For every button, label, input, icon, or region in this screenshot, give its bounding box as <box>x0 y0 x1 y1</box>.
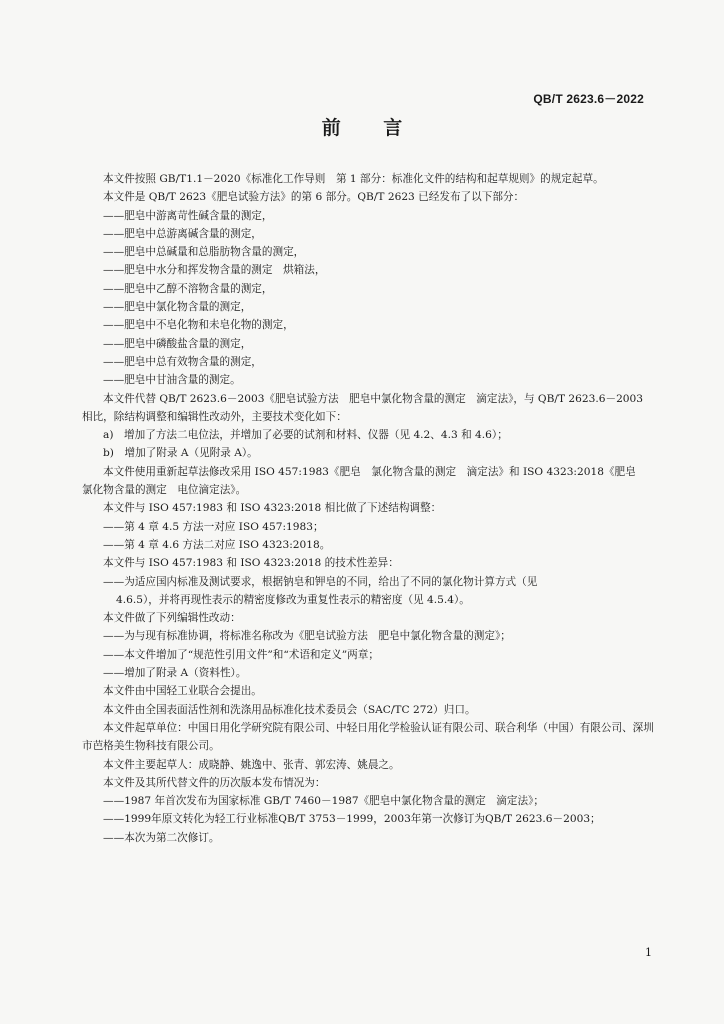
list-item: ——1987 年首次发布为国家标准 GB/T 7460－1987《肥皂中氯化物含量的测定 滴定法》； <box>103 795 544 808</box>
list-item: ——第 4 章 4.6 方法二对应 ISO 4323:2018。 <box>103 538 331 551</box>
list-item: ——增加了附录 A（资料性）。 <box>103 667 247 680</box>
paragraph-structure-intro: 本文件与 ISO 457:1983 和 ISO 4323:2018 相比做了下述结构调整： <box>103 502 442 515</box>
list-item: ——肥皂中磷酸盐含量的测定， <box>103 337 252 350</box>
paragraph-editorial-intro: 本文件做了下列编辑性改动： <box>103 612 241 625</box>
page-number: 1 <box>645 946 652 959</box>
list-item: ——肥皂中总有效物含量的测定， <box>103 355 262 368</box>
technical-difference-line-1: ——为适应国内标准及测试要求，根据钠皂和钾皂的不同，给出了不同的氯化物计算方式（见 <box>103 575 538 588</box>
paragraph-proposer: 本文件由中国轻工业联合会提出。 <box>103 685 262 698</box>
list-item: ——肥皂中游离苛性碱含量的测定， <box>103 209 273 222</box>
list-item: ——1999年原文转化为轻工行业标准QB/T 3753－1999，2003年第一次修订为QB/T 2623.6－2003； <box>103 813 601 826</box>
paragraph-drafters: 本文件主要起草人：成晓静、姚逸中、张青、郭宏涛、姚晨之。 <box>103 758 400 771</box>
list-item <box>82 573 654 610</box>
list-item: ——为与现有标准协调，将标准名称改为《肥皂试验方法 肥皂中氯化物含量的测定》； <box>103 630 511 643</box>
page-title: 前 言 <box>321 117 421 139</box>
list-item: ——本文件增加了“规范性引用文件”和“术语和定义”两章； <box>103 648 379 661</box>
paragraph-drafting-rules: 本文件按照 GB/T1.1－2020《标准化工作导则 第 1 部分：标准化文件的结构和起草规则》的规定起草。 <box>103 173 604 185</box>
foreword-body <box>82 170 654 847</box>
list-item: a) 增加了方法二电位法，并增加了必要的试剂和材料、仪器（见 4.2、4.3 和 4.6）； <box>103 429 508 442</box>
technical-difference-line-2: 4.6.5），并将再现性表示的精密度修改为重复性表示的精密度（见 4.5.4）。 <box>116 593 470 606</box>
paragraph-iso-adoption: 本文件使用重新起草法修改采用 ISO 457:1983《肥皂 氯化物含量的测定 滴定法》和 ISO 4323:2018《肥皂 氯化物含量的测定 电位滴定法》。 <box>82 465 647 497</box>
list-item: ——肥皂中水分和挥发物含量的测定 烘箱法， <box>103 264 326 277</box>
paragraph-history-intro: 本文件及其所代替文件的历次版本发布情况为： <box>103 776 326 789</box>
paragraph-committee: 本文件由全国表面活性剂和洗涤用品标准化技术委员会（SAC/TC 272）归口。 <box>103 703 476 716</box>
list-item: ——第 4 章 4.5 方法一对应 ISO 457:1983； <box>103 520 324 533</box>
list-item: ——肥皂中氯化物含量的测定， <box>103 301 252 314</box>
list-item: ——本次为第二次修订。 <box>103 831 220 844</box>
paragraph-technical-intro: 本文件与 ISO 457:1983 和 ISO 4323:2018 的技术性差异： <box>103 557 399 570</box>
list-item: ——肥皂中甘油含量的测定。 <box>103 374 241 387</box>
list-item: ——肥皂中乙醇不溶物含量的测定， <box>103 282 273 295</box>
list-item: ——肥皂中总碱量和总脂肪物含量的测定， <box>103 246 305 259</box>
paragraph-replaces: 本文件代替 QB/T 2623.6－2003《肥皂试验方法 肥皂中氯化物含量的测定 滴定法》，与 QB/T 2623.6－2003 相比，除结构调整和编辑性改动外，主要技术变化如下： <box>82 392 644 423</box>
standard-code: QB/T 2623.6－2022 <box>533 92 644 106</box>
paragraph-drafting-units: 本文件起草单位：中国日用化学研究院有限公司、中轻日用化学检验认证有限公司、联合利华（中国）有限公司、深圳市芭格美生物科技有限公司。 <box>82 721 654 753</box>
paragraph-part-intro: 本文件是 QB/T 2623《肥皂试验方法》的第 6 部分。QB/T 2623 已经发布了以下部分： <box>103 191 525 204</box>
list-item: ——肥皂中不皂化物和未皂化物的测定， <box>103 319 294 332</box>
list-item: ——肥皂中总游离碱含量的测定， <box>103 227 262 240</box>
list-item: b) 增加了附录 A（见附录 A）。 <box>103 447 258 460</box>
